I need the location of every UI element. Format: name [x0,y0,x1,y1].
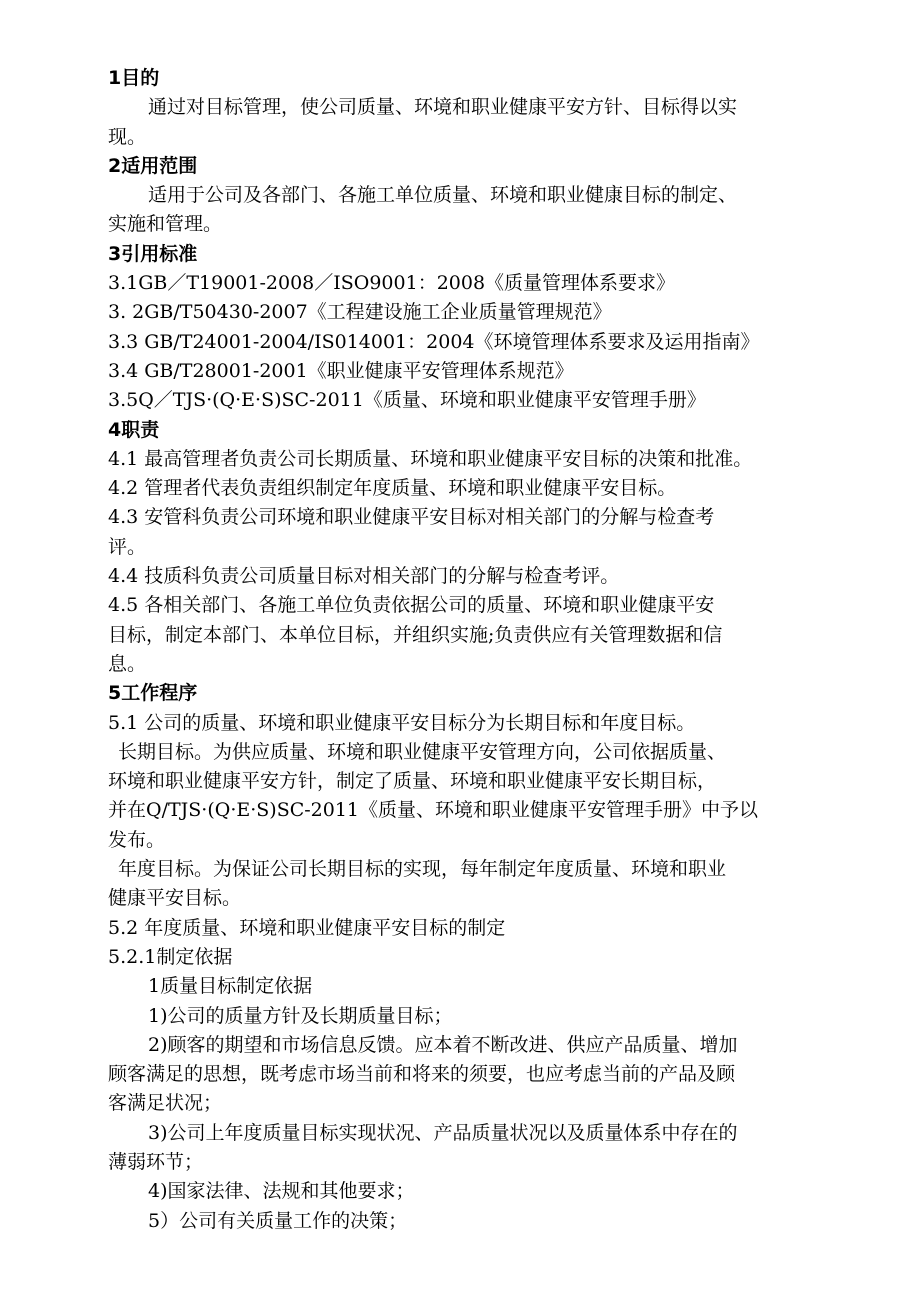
paragraph-line: 4.1 最高管理者负责公司长期质量、环境和职业健康平安目标的决策和批准。 [108,447,753,470]
section-heading-scope: 2适用范围 [108,154,198,177]
paragraph-line: 薄弱环节； [108,1150,204,1173]
paragraph-line: 环境和职业健康平安方针，制定了质量、环境和职业健康平安长期目标， [108,770,717,793]
paragraph-line: 顾客满足的思想，既考虑市场当前和将来的须要，也应考虑当前的产品及顾 [108,1063,736,1086]
section-heading-references: 3引用标准 [108,242,198,265]
reference-item: 3.4 GB/T28001-2001《职业健康平安管理体系规范》 [108,359,574,382]
section-heading-purpose: 1目的 [108,67,160,89]
paragraph-line: 4.3 安管科负责公司环境和职业健康平安目标对相关部门的分解与检查考 [108,506,715,529]
paragraph-line: 息。 [108,652,147,675]
reference-item: 3.1GB／T19001-2008／ISO9001：2008《质量管理体系要求》 [108,272,676,295]
paragraph-line: 3)公司上年度质量目标实现状况、产品质量状况以及质量体系中存在的 [148,1121,738,1144]
paragraph-line: 健康平安目标。 [108,887,242,910]
paragraph-line: 发布。 [108,828,166,851]
paragraph-line: 1)公司的质量方针及长期质量目标； [148,1004,453,1027]
paragraph-line: 适用于公司及各部门、各施工单位质量、环境和职业健康目标的制定、 [148,184,738,207]
paragraph-line: 评。 [108,535,147,558]
paragraph-line: 客满足状况； [108,1092,223,1115]
paragraph-line: 5）公司有关质量工作的决策； [148,1209,408,1232]
paragraph-line: 5.1 公司的质量、环境和职业健康平安目标分为长期目标和年度目标。 [108,711,696,734]
paragraph-line: 现。 [108,125,147,148]
paragraph-line: 4.4 技质科负责公司质量目标对相关部门的分解与检查考评。 [108,565,620,588]
section-heading-responsibilities: 4职责 [108,418,160,441]
paragraph-line: 4.5 各相关部门、各施工单位负责依据公司的质量、环境和职业健康平安 [108,594,715,617]
reference-item: 3.3 GB/T24001-2004/IS014001：2004《环境管理体系要求及运用指南》 [108,330,760,353]
paragraph-line: 年度目标。为保证公司长期目标的实现，每年制定年度质量、环境和职业 [118,858,727,881]
paragraph-line: 实施和管理。 [108,213,223,236]
paragraph-line: 5.2 年度质量、环境和职业健康平安目标的制定 [108,916,506,939]
paragraph-line: 长期目标。为供应质量、环境和职业健康平安管理方向，公司依据质量、 [118,740,727,763]
paragraph-line: 2)顾客的期望和市场信息反馈。应本着不断改进、供应产品质量、增加 [148,1033,738,1056]
paragraph-line: 1质量目标制定依据 [148,975,313,998]
reference-item: 3. 2GB/T50430-2007《工程建设施工企业质量管理规范》 [108,301,612,324]
paragraph-line: 5.2.1制定依据 [108,945,233,968]
paragraph-line: 4.2 管理者代表负责组织制定年度质量、环境和职业健康平安目标。 [108,477,677,500]
section-heading-procedure: 5工作程序 [108,682,198,705]
paragraph-line: 目标，制定本部门、本单位目标，并组织实施;负责供应有关管理数据和信 [108,623,723,646]
paragraph-line: 通过对目标管理，使公司质量、环境和职业健康平安方针、目标得以实 [148,96,738,119]
paragraph-line: 并在Q/TJS·(Q·E·S)SC-2011《质量、环境和职业健康平安管理手册》中予以 [108,799,759,822]
reference-item: 3.5Q／TJS·(Q·E·S)SC-2011《质量、环境和职业健康平安管理手册》 [108,389,706,412]
paragraph-line: 4)国家法律、法规和其他要求； [148,1180,415,1203]
